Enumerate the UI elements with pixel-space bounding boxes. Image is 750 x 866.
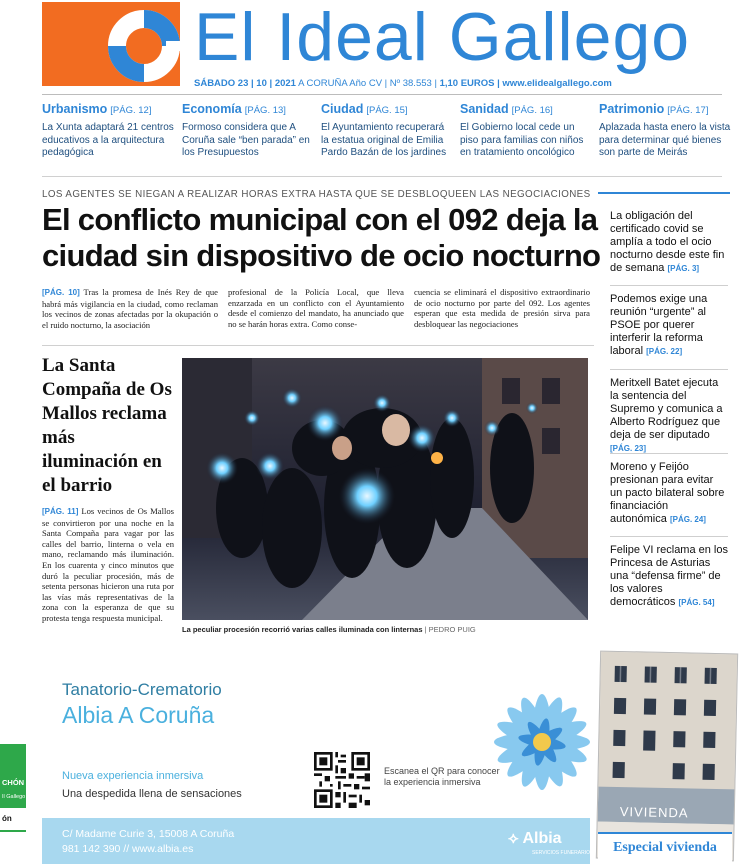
procession-photo <box>182 358 588 620</box>
dateline-place: A CORUÑA Año CV | Nº 38.553 | <box>298 78 437 89</box>
ad-subtitle-2: Una despedida llena de sensaciones <box>62 788 242 800</box>
ad-address: C/ Madame Curie 3, 15008 A Coruña <box>62 828 235 840</box>
sidebar-item-text: Podemos exige una reunión “urgente” al PSOE por querer interferir la reforma laboral <box>610 293 708 357</box>
sidebar-top-rule <box>598 192 730 194</box>
lead-col-1-text: Tras la promesa de Inés Rey de que habrá más vigilancia en la ciudad, como reclaman los vecinos de zonas afectadas por la okupación o el ruido nocturno, la asociación <box>42 287 218 330</box>
section-page: [PÁG. 12] <box>110 105 152 116</box>
section-page: [PÁG. 16] <box>511 105 553 116</box>
sidebar-item-page: [PÁG. 23] <box>610 444 647 453</box>
section-page: [PÁG. 13] <box>244 105 286 116</box>
sidebar-item-page: [PÁG. 54] <box>678 598 715 607</box>
procession-photo-illustration <box>182 358 588 620</box>
section-name: Economía <box>182 102 242 116</box>
masthead-title: El Ideal Gallego <box>194 0 691 75</box>
strip-text-2: Il Gallego <box>2 794 26 800</box>
qr-code-icon[interactable] <box>314 752 370 808</box>
story2-page-tag[interactable]: [PÁG. 11] <box>42 507 79 516</box>
albia-advertisement[interactable] <box>42 646 594 864</box>
lead-page-tag[interactable]: [PÁG. 10] <box>42 288 80 297</box>
section-teasers <box>42 102 732 172</box>
albia-logo <box>508 830 562 848</box>
qr-instructions: Escanea el QR para conocer la experiencia inmersiva <box>384 766 500 787</box>
sidebar-rule <box>610 285 728 286</box>
albia-logo-tagline: SERVICIOS FUNERARIOS <box>532 850 594 856</box>
ad-title-line-2: Albia A Coruña <box>62 702 215 728</box>
strip-text-1: CHÓN <box>2 778 25 787</box>
section-teaser-patrimonio[interactable] <box>599 102 731 160</box>
story2-headline[interactable]: La Santa Compaña de Os Mallos reclama más iluminación en el barrio <box>42 355 172 496</box>
albia-logo-mark-icon: ⟡ <box>508 830 519 847</box>
sections-rule <box>42 176 722 177</box>
dateline-date: SÁBADO 23 | 10 | 2021 <box>194 78 296 89</box>
left-edge-thumbnail[interactable] <box>0 744 26 832</box>
section-teaser-sanidad[interactable] <box>460 102 592 160</box>
photo-credit: | PEDRO PUIG <box>424 625 476 634</box>
section-text: El Gobierno local cede un piso para familias con niños en tratamiento oncológico <box>460 122 584 158</box>
building-facade-illustration <box>598 652 739 825</box>
section-head <box>321 102 453 116</box>
dateline-web[interactable]: | www.elidealgallego.com <box>497 78 612 89</box>
ad-contact[interactable]: 981 142 390 // www.albia.es <box>62 843 194 855</box>
section-text: La Xunta adaptará 21 centros educativos a la arquitectura pedagógica <box>42 122 174 158</box>
sidebar-item-text: Moreno y Feijóo presionan para evitar un pacto bilateral sobre financiación autonómica <box>610 461 725 525</box>
section-teaser-ciudad[interactable] <box>321 102 453 160</box>
sidebar-item[interactable] <box>610 377 728 455</box>
vivienda-cover-title: VIVIENDA <box>619 804 689 821</box>
sidebar-item-text: Felipe VI reclama en los Princesa de Asturias una “defensa firme” de los valores democráticos <box>610 544 728 608</box>
sidebar-rule <box>610 536 728 537</box>
story2-body <box>42 506 174 624</box>
ad-contact-bar <box>42 818 594 864</box>
sidebar-item[interactable] <box>610 461 728 526</box>
ad-subtitle-1: Nueva experiencia inmersiva <box>62 770 204 782</box>
lead-body <box>42 287 590 337</box>
news-sidebar <box>598 192 730 632</box>
sidebar-item[interactable] <box>610 544 728 609</box>
sidebar-rule <box>610 369 728 370</box>
lead-col-2: profesional de la Policía Local, que lleva enzarzada en un conflicto con el Ayuntamiento desde el comienzo del mandato, ha anunciado que no se harán horas extra. Como conse- <box>228 287 404 329</box>
section-text: Formoso considera que A Coruña sale “ben parada” en los Presupuestos <box>182 122 310 158</box>
section-page: [PÁG. 15] <box>366 105 408 116</box>
story2-body-text: Los vecinos de Os Mallos se convirtieron por una noche en la Santa Compaña para vagar por las calles del barrio, linterna o vela en mano, reclamando más iluminación. En los cuarenta y cinco minutos que duró la peculiar procesión, más de setenta personas hicieron una ruta por las vías más representativas de la zona con la esperanza de que su protesta tenga respuesta municipal. <box>42 506 174 623</box>
section-text: Aplazada hasta enero la vista para determinar qué bienes son parte de Meirás <box>599 122 731 158</box>
section-text: El Ayuntamiento recuperará la estatua original de Emilia Pardo Bazán de los jardines <box>321 122 447 158</box>
lead-headline[interactable]: El conflicto municipal con el 092 deja la ciudad sin dispositivo de ocio nocturno <box>42 202 601 273</box>
dateline-price: 1,10 EUROS <box>439 78 495 89</box>
sidebar-item-page: [PÁG. 3] <box>667 264 700 273</box>
section-head <box>182 102 314 116</box>
masthead-rule <box>42 94 722 95</box>
lead-col-3: cuencia se eliminará el dispositivo extraordinario de ocio nocturno por parte del 092. Los agentes esperan que esta medida de presión sirva para desbloquear las negociaciones <box>414 287 590 329</box>
section-name: Patrimonio <box>599 102 665 116</box>
section-name: Ciudad <box>321 102 364 116</box>
sidebar-item-page: [PÁG. 22] <box>646 347 683 356</box>
photo-caption-text: La peculiar procesión recorrió varias calles iluminada con linternas <box>182 625 423 634</box>
section-head <box>42 102 174 116</box>
sidebar-rule <box>610 453 728 454</box>
sidebar-item-page: [PÁG. 24] <box>669 515 706 524</box>
section-name: Sanidad <box>460 102 509 116</box>
section-teaser-urbanismo[interactable] <box>42 102 174 160</box>
especial-vivienda-label[interactable]: Especial vivienda <box>598 832 732 862</box>
logo-ring-icon <box>106 8 182 84</box>
section-teaser-economia[interactable] <box>182 102 314 160</box>
flower-icon <box>482 672 602 822</box>
sidebar-item-text: La obligación del certificado covid se amplía a todo el ocio nocturno desde este fin de semana <box>610 210 725 274</box>
albia-logo-text: Albia <box>522 830 562 847</box>
sidebar-item[interactable] <box>610 293 728 358</box>
ad-title-line-1: Tanatorio-Crematorio <box>62 680 222 699</box>
lead-rule <box>42 345 594 346</box>
section-head <box>460 102 592 116</box>
dateline <box>194 78 612 89</box>
section-name: Urbanismo <box>42 102 108 116</box>
strip-text-3: ón <box>0 808 26 830</box>
sidebar-item-text: Meritxell Batet ejecuta la sentencia del Supremo y comunica a Alberto Rodríguez que deja de ser diputado <box>610 377 723 441</box>
section-head <box>599 102 731 116</box>
photo-caption <box>182 625 602 634</box>
vivienda-supplement-cover[interactable] <box>596 651 738 862</box>
lead-col-1 <box>42 287 218 330</box>
lead-kicker: LOS AGENTES SE NIEGAN A REALIZAR HORAS EXTRA HASTA QUE SE DESBLOQUEEN LAS NEGOCIACIONES <box>42 189 591 200</box>
sidebar-item[interactable] <box>610 210 728 275</box>
section-page: [PÁG. 17] <box>667 105 709 116</box>
